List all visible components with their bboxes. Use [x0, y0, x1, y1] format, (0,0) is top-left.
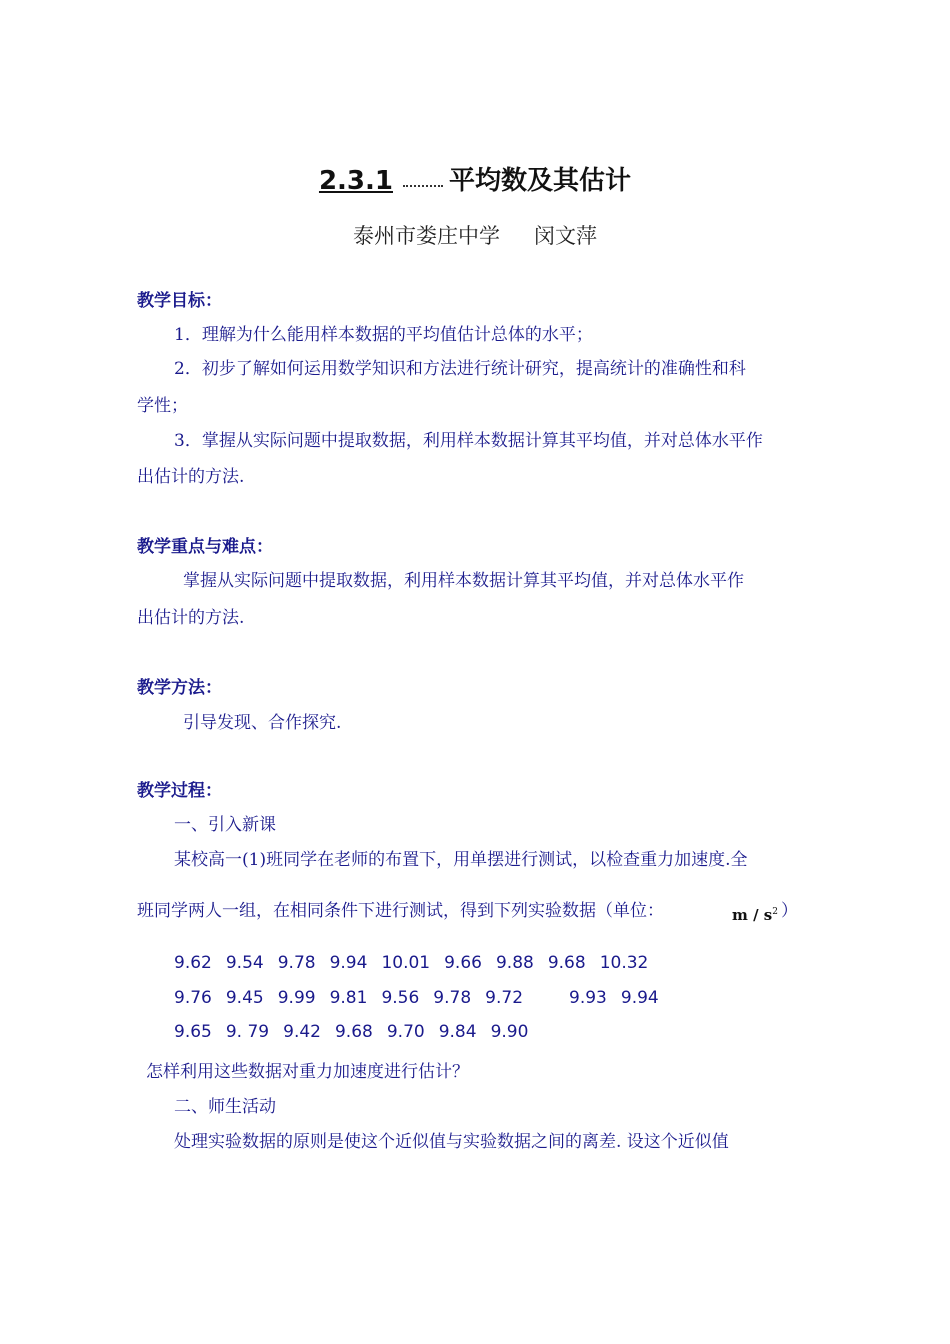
- data-value: 9. 79: [225, 1022, 270, 1042]
- process-paragraph-1a: 某校高一(1)班同学在老师的布置下，用单摆进行测试，以检查重力加速度.全: [174, 850, 748, 870]
- data-value: 9.62: [174, 953, 212, 973]
- author-name: 闵文萍: [534, 224, 597, 248]
- data-row-1: [174, 953, 662, 973]
- title-text: 平均数及其估计: [449, 166, 632, 196]
- data-value: 9.56: [381, 988, 420, 1008]
- data-value: 9.94: [620, 988, 659, 1008]
- data-value: 9.88: [495, 953, 534, 973]
- goal-line-2a: 2．初步了解如何运用数学知识和方法进行统计研究，提高统计的准确性和科: [174, 359, 746, 379]
- data-value: 9.84: [438, 1022, 477, 1042]
- process-heading: 教学过程：: [137, 781, 222, 801]
- keypoints-heading: 教学重点与难点：: [137, 537, 273, 557]
- unit-close-paren: ）: [781, 901, 798, 921]
- data-value: 9.76: [174, 988, 212, 1008]
- data-value: 9.68: [547, 953, 586, 973]
- data-value: 10.01: [381, 953, 431, 973]
- data-value: 9.42: [283, 1022, 321, 1042]
- keypoints-line-a: 掌握从实际问题中提取数据，利用样本数据计算其平均值，并对总体水平作: [183, 571, 744, 591]
- data-value: 9.70: [386, 1022, 425, 1042]
- section-activity-heading: 二、师生活动: [174, 1097, 276, 1117]
- section-number: 2.3.1: [318, 166, 393, 196]
- method-heading: 教学方法：: [137, 678, 222, 698]
- goals-heading: 教学目标：: [137, 291, 222, 311]
- data-value: 9.81: [329, 988, 368, 1008]
- process-paragraph-1b: 班同学两人一组，在相同条件下进行测试，得到下列实验数据（单位：: [137, 901, 664, 921]
- data-value: 9.90: [490, 1022, 529, 1042]
- data-value: 9.78: [277, 953, 316, 973]
- data-value: 9.94: [329, 953, 368, 973]
- section-intro-heading: 一、引入新课: [174, 815, 276, 835]
- keypoints-line-b: 出估计的方法.: [137, 608, 245, 628]
- data-value: 9.78: [433, 988, 472, 1008]
- data-row-2: [174, 988, 673, 1008]
- title-dot-leader: [403, 185, 443, 187]
- goal-line-1: 1．理解为什么能用样本数据的平均值估计总体的水平；: [174, 325, 593, 345]
- page-title: [0, 160, 950, 197]
- data-value: 9.54: [225, 953, 264, 973]
- data-value: 10.32: [599, 953, 649, 973]
- author-school: 泰州市娄庄中学: [353, 224, 500, 248]
- data-row-3: [174, 1022, 542, 1042]
- data-value: 9.45: [225, 988, 264, 1008]
- goal-line-3b: 出估计的方法.: [137, 467, 245, 487]
- method-text: 引导发现、合作探究.: [183, 713, 342, 733]
- data-value: 9.66: [444, 953, 482, 973]
- data-value: 9.65: [174, 1022, 212, 1042]
- author-line: [0, 220, 950, 250]
- data-value: 9.72: [485, 988, 524, 1008]
- goal-line-2b: 学性；: [137, 396, 188, 416]
- goal-line-3a: 3．掌握从实际问题中提取数据，利用样本数据计算其平均值，并对总体水平作: [174, 431, 763, 451]
- process-paragraph-2: 处理实验数据的原则是使这个近似值与实验数据之间的离差. 设这个近似值: [174, 1132, 729, 1152]
- data-value: 9.68: [334, 1022, 373, 1042]
- data-value: 9.93: [569, 988, 607, 1008]
- unit-label: m / $s^2$: [732, 906, 778, 924]
- process-question: 怎样利用这些数据对重力加速度进行估计？: [146, 1062, 469, 1082]
- data-value: 9.99: [277, 988, 316, 1008]
